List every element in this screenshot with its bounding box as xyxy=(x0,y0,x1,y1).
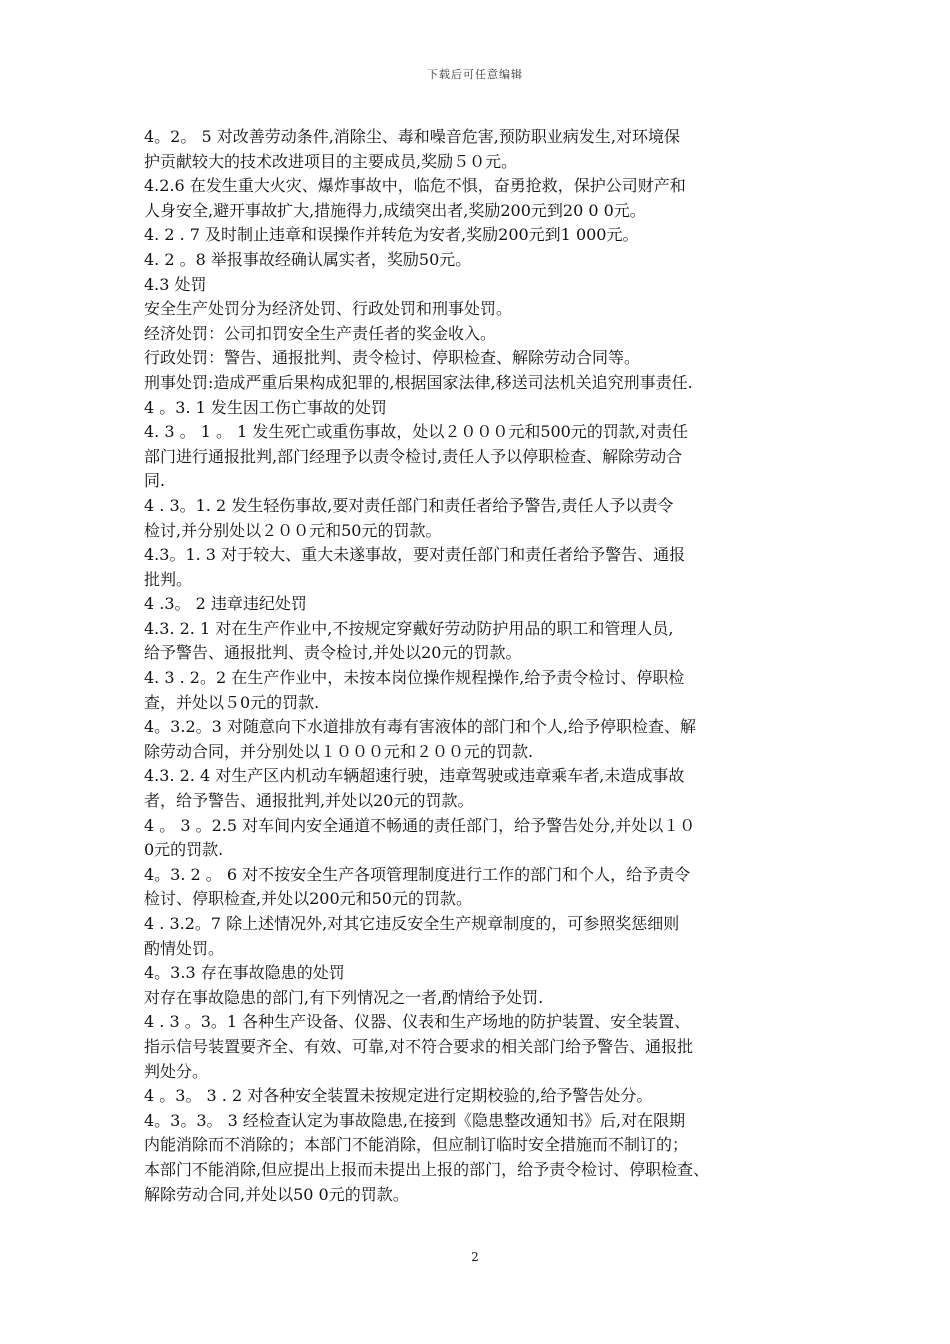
text-line: 者，给予警告、通报批判,并处以20元的罚款。 xyxy=(144,791,474,811)
text-line: 查，并处以５0元的罚款. xyxy=(144,692,320,712)
text-line: 4 . 3 。3。1 各种生产设备、仪器、仪表和生产场地的防护装置、安全装置、 xyxy=(144,1012,691,1032)
text-line: 判处分。 xyxy=(144,1061,209,1081)
text-line: 给予警告、通报批判、责令检讨,并处以20元的罚款。 xyxy=(144,643,522,663)
page-header: 下载后可任意编辑 xyxy=(427,68,523,81)
text-line: 4 . 3。1. 2 发生轻伤事故,要对责任部门和责任者给予警告,责任人予以责令 xyxy=(144,495,674,515)
text-line: 行政处罚：警告、通报批判、责令检讨、停职检查、解除劳动合同等。 xyxy=(144,348,641,368)
text-line: 酌情处罚。 xyxy=(144,938,225,958)
text-line: 检讨、停职检查,并处以200元和50元的罚款。 xyxy=(144,889,472,909)
text-line: 本部门不能消除,但应提出上报而未提出上报的部门，给予责令检讨、停职检查、 xyxy=(144,1159,710,1179)
text-line: 刑事处罚:造成严重后果构成犯罪的,根据国家法律,移送司法机关追究刑事责任. xyxy=(144,372,693,392)
text-line: 部门进行通报批判,部门经理予以责令检讨,责任人予以停职检查、解除劳动合 xyxy=(144,446,683,466)
text-line: 4。3. 2 。 6 对不按安全生产各项管理制度进行工作的部门和个人，给予责令 xyxy=(144,864,691,884)
text-line: 4 .3。 2 违章违纪处罚 xyxy=(144,594,307,614)
text-line: 同. xyxy=(144,471,166,491)
text-line: 4.3。1. 3 对于较大、重大未遂事故，要对责任部门和责任者给予警告、通报 xyxy=(144,545,686,565)
text-line: 4 。3. 1 发生因工伤亡事故的处罚 xyxy=(144,397,387,417)
text-line: 除劳动合同，并分别处以１０００元和２００元的罚款. xyxy=(144,741,534,761)
page-number: 2 xyxy=(471,1250,479,1264)
text-line: 经济处罚：公司扣罚安全生产责任者的奖金收入。 xyxy=(144,323,497,343)
text-line: 批判。 xyxy=(144,569,193,589)
text-line: 4 . 3.2。7 除上述情况外,对其它违反安全生产规章制度的，可参照奖惩细则 xyxy=(144,914,680,933)
text-line: 4。2。 5 对改善劳动条件,消除尘、毒和噪音危害,预防职业病发生,对环境保 xyxy=(144,127,680,146)
text-line: 4.3. 2. 1 对在生产作业中,不按规定穿戴好劳动防护用品的职工和管理人员, xyxy=(144,618,674,638)
text-line: 4。3.2。3 对随意向下水道排放有毒有害液体的部门和个人,给予停职检查、解 xyxy=(144,717,696,737)
text-line: 4. 2 。8 举报事故经确认属实者，奖励50元。 xyxy=(144,249,472,269)
text-line: 内能消除而不消除的；本部门不能消除，但应制订临时安全措施而不制订的； xyxy=(144,1135,689,1155)
text-line: 解除劳动合同,并处以50 0元的罚款。 xyxy=(144,1184,409,1204)
text-line: 4.3 处罚 xyxy=(144,274,207,294)
text-line: 4 。3。 3 . 2 对各种安全装置未按规定进行定期校验的,给予警告处分。 xyxy=(144,1086,653,1106)
text-line: 4。3.3 存在事故隐患的处罚 xyxy=(144,963,345,983)
document-body xyxy=(144,125,824,1207)
text-line: 护贡献较大的技术改进项目的主要成员,奖励５０元。 xyxy=(144,151,518,171)
text-line: 对存在事故隐患的部门,有下列情况之一者,酌情给予处罚. xyxy=(144,987,544,1007)
text-line: 安全生产处罚分为经济处罚、行政处罚和刑事处罚。 xyxy=(144,299,513,319)
text-line: 4.3. 2. 4 对生产区内机动车辆超速行驶，违章驾驶或违章乘车者,未造成事故 xyxy=(144,766,685,786)
text-line: 4.2.6 在发生重大火灾、爆炸事故中，临危不惧，奋勇抢救，保护公司财产和 xyxy=(144,176,686,196)
text-line: 指示信号装置要齐全、有效、可靠,对不符合要求的相关部门给予警告、通报批 xyxy=(144,1036,694,1056)
text-line: 4 。 3 。2.5 对车间内安全通道不畅通的责任部门，给予警告处分,并处以１０ xyxy=(144,815,696,835)
text-line: 4. 3 。 1 。 1 发生死亡或重伤事故，处以２０００元和500元的罚款,对责任 xyxy=(144,422,688,442)
text-line: 4。3。3。 3 经检查认定为事故隐患,在接到《隐患整改通知书》后,对在限期 xyxy=(144,1110,686,1130)
text-line: 检讨,并分别处以２００元和50元的罚款。 xyxy=(144,520,442,540)
text-line: 4. 3 . 2。2 在生产作业中，未按本岗位操作规程操作,给予责令检讨、停职检 xyxy=(144,668,685,688)
text-line: 0元的罚款. xyxy=(144,840,224,860)
text-line: 人身安全,避开事故扩大,措施得力,成绩突出者,奖励200元到20 0 0元。 xyxy=(144,200,646,220)
text-line: 4. 2 . 7 及时制止违章和误操作并转危为安者,奖励200元到1 000元。 xyxy=(144,225,639,245)
